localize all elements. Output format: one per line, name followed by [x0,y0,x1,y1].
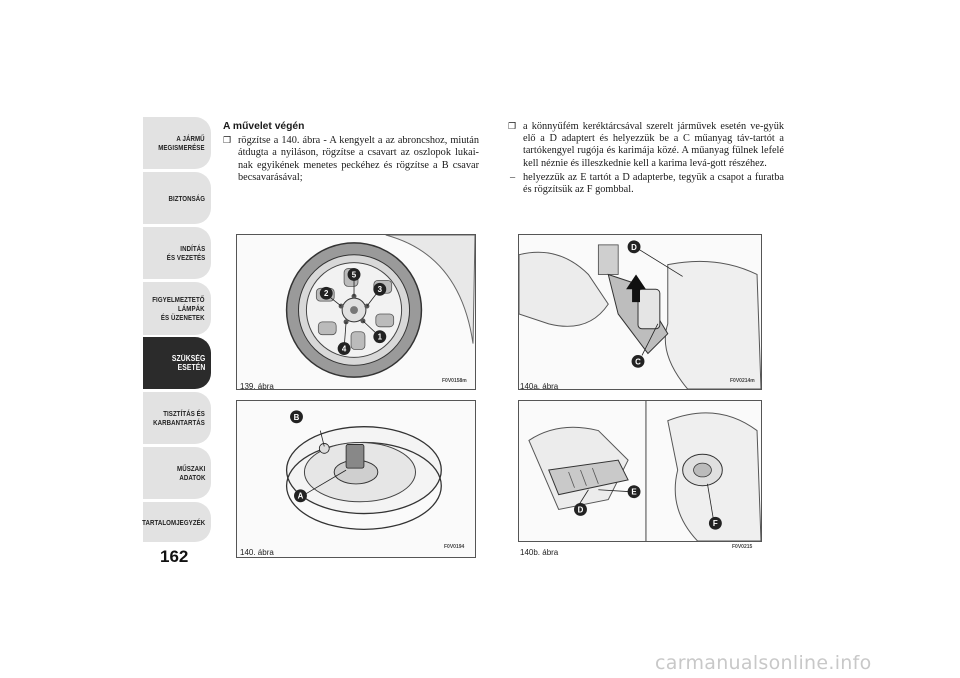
callout-5: 5 [351,270,357,280]
sidebar-tab-label: FIGYELMEZTETŐ LÁMPÁK ÉS ÜZENETEK [152,295,205,322]
checkbox-bullet-icon: ❒ [223,136,232,147]
bullet-text: rögzítse a 140. ábra - A kengyelt a az abroncshoz, miután átdugta a nyiláson, rögzítse a csavart az oszlopok lukai-nak egyikének menetes peckéhez és rögzítse a B csavar becsavarásával; [238,135,479,183]
callout-1: 1 [377,332,383,342]
sidebar-tab-label: BIZTONSÁG [168,193,205,203]
sidebar-tab-vehicle[interactable] [143,117,211,169]
bullet-text: a könnyűfém keréktárcsával szerelt járművek esetén ve-gyük elő a D adaptert és helyezzük be a C műanyag táv-tartót a tartókengyel rugója és karimája közé. A műanyag fülnek lefelé kell néznie és illeszkednie kell a karima levá-gott részéhez. [523,121,784,169]
wheel-bolts-illustration [237,235,475,389]
dash-text: helyezzük az E tartót a D adapterbe, tegyük a csapot a furatba és rögzítsük az F gombbal. [523,171,784,196]
sidebar-tab-label: SZÜKSÉG ESETÉN [171,354,205,372]
callout-3: 3 [377,285,383,295]
figure-140a-code: F0V0214m [730,378,755,384]
figure-139-code: F0V0158m [442,378,467,384]
spacer-insertion-illustration [519,235,761,389]
adapter-knob-illustration [519,401,761,541]
figure-139-caption: 139. ábra [240,382,274,391]
figure-139 [236,234,476,390]
sidebar-tab-label: MŰSZAKI ADATOK [176,464,205,482]
callout-d: D [577,505,584,515]
sidebar-tab-label: TARTALOMJEGYZÉK [141,517,205,527]
figure-140b-caption: 140b. ábra [520,548,559,557]
sidebar-tab-maintenance[interactable] [143,392,211,444]
figure-140a [518,234,762,390]
dash-mark: – [510,171,516,183]
spare-wheel-bracket-illustration [237,401,475,557]
callout-d: D [631,242,637,252]
sidebar-tab-technical-data[interactable] [143,447,211,499]
page-number: 162 [160,547,189,566]
dash-item [508,172,784,196]
left-text-column [223,121,479,184]
right-text-column [508,121,784,196]
callout-2: 2 [324,289,329,299]
sidebar-tab-emergency[interactable] [143,337,211,389]
bullet-item [508,121,784,170]
sidebar-tab-starting[interactable] [143,227,211,279]
callout-c: C [635,357,641,367]
bullet-item [223,135,479,184]
sidebar-tab-warning-lights[interactable] [143,282,211,335]
sidebar-tab-safety[interactable] [143,172,211,224]
figure-140-code: F0V0194 [444,544,465,550]
section-heading: A művelet végén [223,121,305,132]
callout-e: E [631,487,637,497]
watermark: carmanualsonline.info [655,652,872,674]
figure-140 [236,400,476,558]
sidebar-tab-label: TISZTÍTÁS ÉS KARBANTARTÁS [153,409,205,427]
figure-140b [518,400,762,542]
callout-b: B [293,412,300,422]
sidebar-tab-index[interactable] [143,502,211,542]
sidebar-tab-label: INDÍTÁS ÉS VEZETÉS [166,244,205,262]
figure-140-caption: 140. ábra [240,548,274,557]
callout-4: 4 [341,344,347,354]
figure-140b-code: F0V0215 [732,544,753,550]
callout-a: A [297,491,304,501]
checkbox-bullet-icon: ❒ [508,122,517,132]
sidebar-tab-label: A JÁRMŰ MEGISMERÉSE [158,134,205,152]
figure-140a-caption: 140a. ábra [520,382,559,391]
callout-f: F [712,519,718,529]
